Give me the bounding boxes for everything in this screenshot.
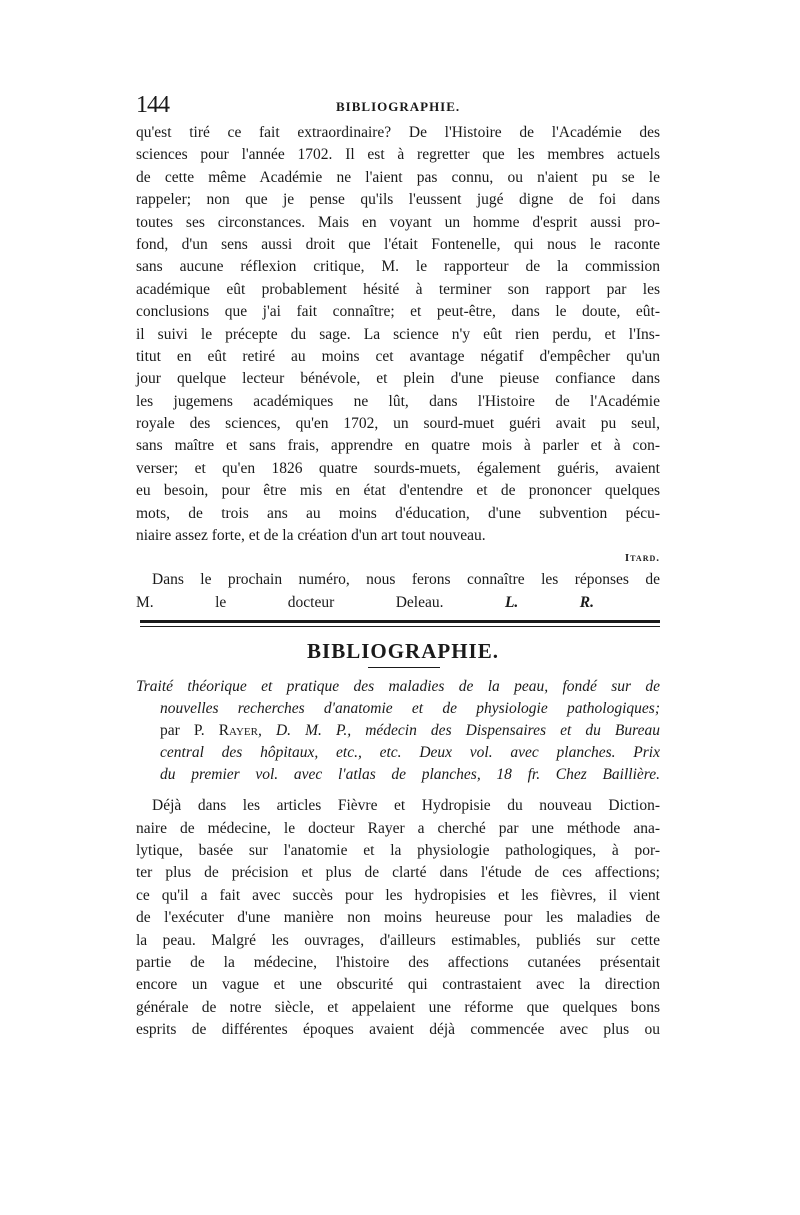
- text-line: ce qu'il a fait avec succès pour les hydropisies et les fièvres, il vient: [136, 886, 660, 904]
- text-line: naire de médecine, le docteur Rayer a cherché par une méthode ana-: [136, 819, 660, 837]
- review-heading-line: Traité théorique et pratique des maladies de la peau, fondé sur de: [136, 678, 660, 696]
- review-author-name: Rayer: [218, 722, 258, 740]
- text-line: ter plus de précision et plus de clarté dans l'étude de ces affections;: [136, 864, 660, 882]
- text-line: encore un vague et une obscurité qui contrastaient avec la direction: [136, 976, 660, 994]
- text-line: rappeler; non que je pense qu'ils l'eussent jugé digne de foi dans: [136, 191, 660, 209]
- review-heading-line: du premier vol. avec l'atlas de planches, 18 fr. Chez Baillière.: [160, 766, 660, 784]
- running-head: [136, 92, 660, 122]
- text-line: conclusions que j'ai fait connaître; et peut-être, dans le doute, eût-: [136, 303, 660, 321]
- notice-initials: L. R.: [504, 593, 594, 611]
- title-underline: [368, 667, 440, 668]
- review-heading: [136, 676, 660, 786]
- notice-line: Dans le prochain numéro, nous ferons connaître les réponses de: [152, 571, 660, 589]
- notice-text: M. le docteur Deleau.: [136, 593, 444, 611]
- notice-line: [136, 592, 660, 614]
- text-line: académique eût probablement hésité à terminer son rapport par les: [136, 280, 660, 298]
- text-line: il suivi le précepte du sage. La science n'y eût rien perdu, et l'Ins-: [136, 325, 660, 343]
- text-line: Déjà dans les articles Fièvre et Hydropisie du nouveau Diction-: [152, 797, 660, 815]
- text-line: partie de la médecine, l'histoire des affections cutanées présentait: [136, 953, 660, 971]
- text-line: qu'est tiré ce fait extraordinaire? De l'Histoire de l'Académie des: [136, 124, 660, 141]
- text-line: eu besoin, pour être mis en état d'entendre et de prononcer quelques: [136, 482, 660, 500]
- text-line: niaire assez forte, et de la création d'un art tout nouveau.: [136, 527, 486, 545]
- text-line: verser; et qu'en 1826 quatre sourds-muets, également guéris, avaient: [136, 459, 660, 477]
- text-line: royale des sciences, qu'en 1702, un sourd-muet guéri avait pu seul,: [136, 415, 660, 433]
- text-line: les jugemens académiques ne lût, dans l'Histoire de l'Académie: [136, 392, 660, 410]
- section-title: BIBLIOGRAPHIE.: [307, 639, 499, 664]
- review-heading-line: central des hôpitaux, etc., etc. Deux vol. avec planches. Prix: [160, 744, 660, 762]
- book-page: [136, 92, 660, 1042]
- text-line: de l'exécuter d'une manière non moins heureuse pour les maladies de: [136, 909, 660, 927]
- review-heading-line: [136, 720, 660, 742]
- text-line: sans aucune réflexion critique, M. le rapporteur de la commission: [136, 258, 660, 276]
- review-author-prefix: par P.: [160, 722, 205, 740]
- review-heading-rest: , D. M. P., médecin des Dispensaires et du Bureau: [258, 722, 660, 740]
- text-line: de cette même Académie ne l'aient pas connu, ou n'aient pu se le: [136, 168, 660, 186]
- continued-text: [136, 122, 660, 547]
- text-line: sans maître et sans frais, apprendre en quatre mois à parler et à con-: [136, 437, 660, 455]
- section-divider: [136, 618, 660, 630]
- text-line: sciences pour l'année 1702. Il est à regretter que les membres actuels: [136, 146, 660, 164]
- author-signature: Itard.: [624, 552, 660, 565]
- text-line: esprits de différentes époques avaient déjà commencée avec plus ou: [136, 1021, 660, 1039]
- review-body: [136, 795, 660, 1041]
- text-line: fond, d'un sens aussi droit que l'était Fontenelle, qui nous le raconte: [136, 235, 660, 253]
- text-line: générale de notre siècle, et appelaient une réforme que quelques bons: [136, 998, 660, 1016]
- text-line: la peau. Malgré les ouvrages, d'ailleurs estimables, publiés sur cette: [136, 931, 660, 949]
- page-number: 144: [136, 92, 169, 118]
- running-title: BIBLIOGRAPHIE.: [336, 99, 461, 114]
- text-line: mots, de trois ans au moins d'éducation, d'une subvention pécu-: [136, 504, 660, 522]
- text-line: jour quelque lecteur bénévole, et plein d'une pieuse confiance dans: [136, 370, 660, 388]
- text-line: titut en eût retiré au moins cet avantage négatif d'empêcher qu'un: [136, 347, 660, 365]
- review-heading-line: nouvelles recherches d'anatomie et de physiologie pathologiques;: [160, 700, 660, 718]
- text-line: toutes ses circonstances. Mais en voyant un homme d'esprit aussi pro-: [136, 213, 660, 231]
- text-line: lytique, basée sur l'anatomie et la physiologie pathologiques, à por-: [136, 841, 660, 859]
